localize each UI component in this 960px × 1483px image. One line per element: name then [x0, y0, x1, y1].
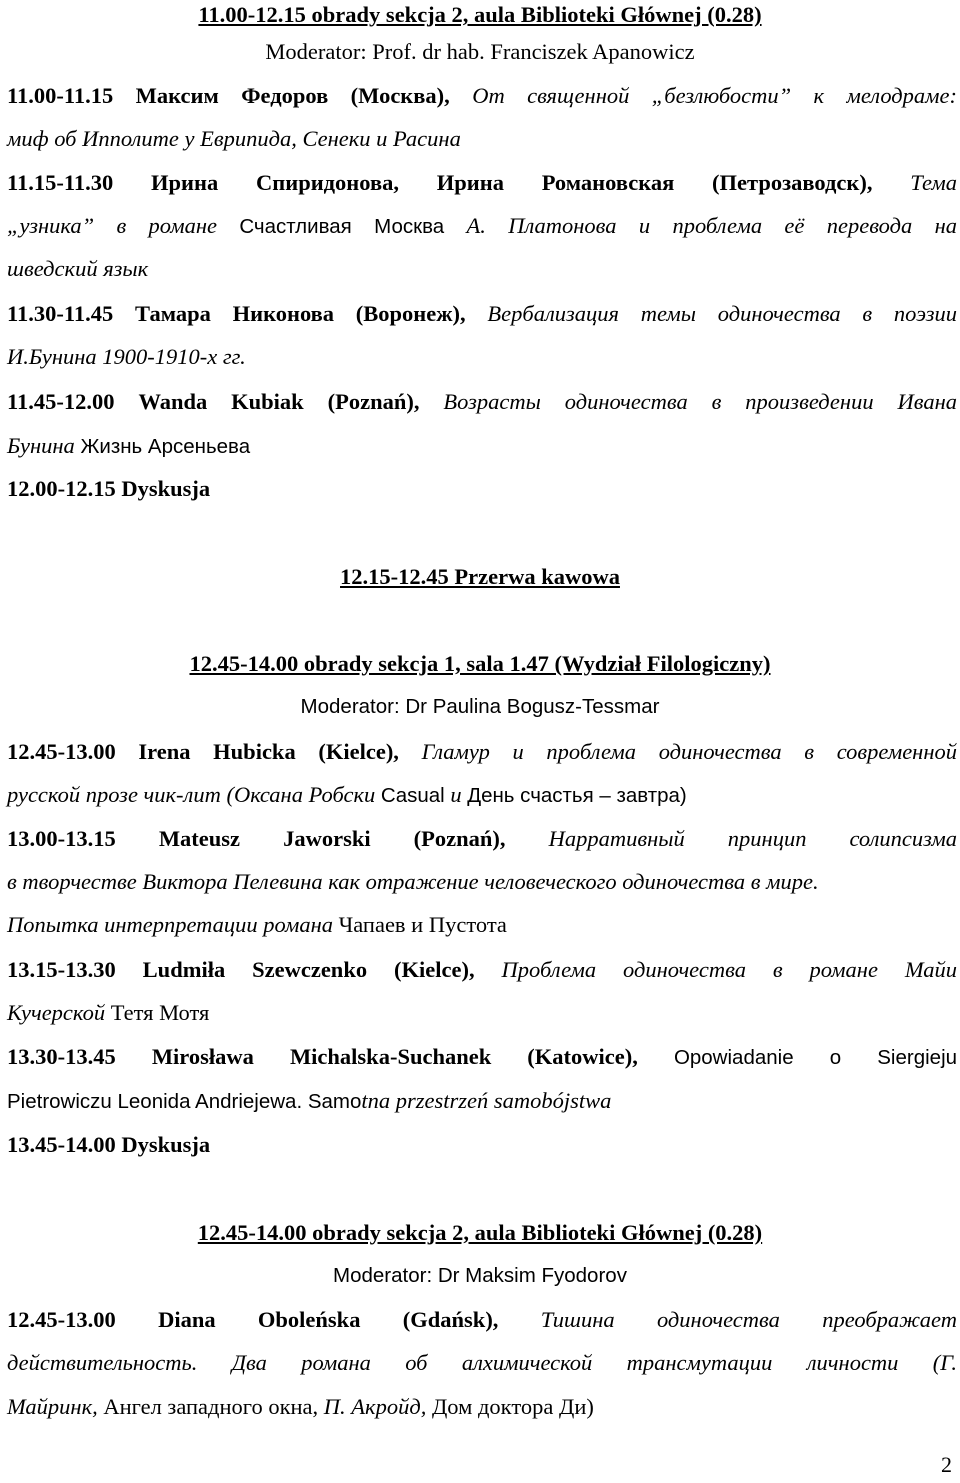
session-moderator: Moderator: Dr Paulina Bogusz-Tessmar — [300, 695, 660, 718]
talk-title-line: в творчестве Виктора Пелевина как отражение человеческого одиночества в мире. — [7, 869, 819, 894]
work-title: Casual — [380, 784, 445, 807]
talk-time: 12.45-13.00 — [7, 1307, 116, 1332]
talk-title: Возрасты одиночества в произведении Ивана — [443, 389, 958, 414]
talk-time: 13.30-13.45 — [7, 1044, 116, 1069]
talk-title: Проблема одиночества в романе Майи — [501, 957, 958, 982]
talk-title: Гламур и проблема одиночества в современной — [421, 739, 958, 764]
session-heading: 11.00-12.15 obrady sekcja 2, aula Biblioteki Głównej (0.28) — [198, 2, 762, 27]
page-number: 2 — [941, 1452, 952, 1477]
work-title: Тетя Мотя — [110, 1000, 210, 1025]
discussion-label: Dyskusja — [121, 476, 211, 501]
talk-title-line: действительность. Два романа об алхимической трансмутации личности (Г. — [7, 1350, 957, 1375]
work-title: Дом доктора Ди) — [431, 1394, 594, 1419]
work-title: Счастливая Москва — [239, 215, 445, 238]
talk-title: Тишина одиночества преображает — [540, 1307, 958, 1332]
talk-title-line: И.Бунина 1900-1910-х гг. — [7, 344, 246, 369]
talk-line — [7, 81, 957, 111]
talk-title: От священной „безлюбости” к мелодраме: — [472, 83, 958, 108]
talk-title-line — [7, 780, 957, 811]
talk-speaker: Ludmiła Szewczenko (Kielce), — [142, 957, 475, 982]
talk-line — [7, 1042, 957, 1073]
talk-line — [7, 737, 957, 767]
talk-title-line — [7, 998, 957, 1028]
talk-line — [7, 387, 957, 417]
talk-speaker: Ирина Спиридонова, Ирина Романовская (Петрозаводск), — [151, 170, 873, 195]
talk-title: Майринк, — [7, 1394, 98, 1419]
talk-speaker: Wanda Kubiak (Poznań), — [138, 389, 420, 414]
talk-title-line: шведский язык — [7, 256, 149, 281]
talk-title: Opowiadanie o Siergieju — [673, 1046, 958, 1069]
talk-title-line — [7, 211, 957, 242]
talk-time: 11.45-12.00 — [7, 389, 115, 414]
talk-time: 12.45-13.00 — [7, 739, 116, 764]
coffee-break: 12.15-12.45 Przerwa kawowa — [340, 564, 620, 589]
talk-line — [7, 299, 957, 329]
talk-title: П. Акройд, — [323, 1394, 427, 1419]
discussion-line — [7, 474, 957, 504]
session-moderator: Moderator: Dr Maksim Fyodorov — [333, 1264, 627, 1287]
work-title: Жизнь Арсеньева — [80, 435, 251, 458]
session-moderator: Moderator: Prof. dr hab. Franciszek Apanowicz — [265, 39, 695, 64]
talk-time: 12.00-12.15 — [7, 476, 116, 501]
talk-time: 13.00-13.15 — [7, 826, 116, 851]
talk-speaker: Mirosława Michalska-Suchanek (Katowice), — [151, 1044, 638, 1069]
talk-title: Бунина — [7, 433, 75, 458]
talk-title-line — [7, 1392, 957, 1422]
talk-time: 13.15-13.30 — [7, 957, 116, 982]
discussion-label: Dyskusja — [121, 1132, 211, 1157]
talk-speaker: Irena Hubicka (Kielce), — [138, 739, 399, 764]
talk-time: 11.15-11.30 — [7, 170, 114, 195]
talk-speaker: Максим Федоров (Москва), — [135, 83, 450, 108]
talk-line — [7, 168, 957, 198]
talk-speaker: Diana Oboleńska (Gdańsk), — [158, 1307, 499, 1332]
talk-title: Тема — [910, 170, 957, 195]
discussion-line — [7, 1130, 957, 1160]
talk-time: 13.45-14.00 — [7, 1132, 116, 1157]
talk-title: Кучерской — [7, 1000, 106, 1025]
talk-title: Pietrowiczu Leonida Andriejewa. Samo — [7, 1090, 362, 1113]
talk-speaker: Тамара Никонова (Воронеж), — [135, 301, 466, 326]
conjunction: и — [450, 782, 462, 807]
work-title: Чапаев и Пустота — [338, 912, 507, 937]
work-title: День счастья – завтра) — [467, 784, 687, 807]
talk-title: Нарративный принцип солипсизма — [548, 826, 957, 851]
talk-speaker: Mateusz Jaworski (Poznań), — [158, 826, 506, 851]
talk-title: Вербализация темы одиночества в поэзии — [487, 301, 958, 326]
talk-line — [7, 955, 957, 985]
talk-title: русской прозе чик-лит (Оксана Робски — [7, 782, 376, 807]
talk-title: А. Платонова и проблема её перевода на — [466, 213, 958, 238]
talk-title-line — [7, 431, 957, 462]
talk-title-line: миф об Ипполите у Еврипида, Сенеки и Расина — [7, 126, 461, 151]
talk-title: Попытка интерпретации романа — [7, 912, 333, 937]
session-heading: 12.45-14.00 obrady sekcja 1, sala 1.47 (Wydział Filologiczny) — [189, 651, 771, 676]
talk-line — [7, 1305, 957, 1335]
talk-title: „узника” в романе — [7, 213, 217, 238]
talk-title-line — [7, 1086, 957, 1117]
session-heading: 12.45-14.00 obrady sekcja 2, aula Biblioteki Głównej (0.28) — [197, 1220, 763, 1245]
talk-line — [7, 824, 957, 854]
talk-title-line — [7, 910, 957, 940]
talk-time: 11.30-11.45 — [7, 301, 114, 326]
talk-time: 11.00-11.15 — [7, 83, 114, 108]
talk-title: tna przestrzeń samobójstwa — [361, 1088, 612, 1113]
work-title: Ангел западного окна, — [103, 1394, 319, 1419]
